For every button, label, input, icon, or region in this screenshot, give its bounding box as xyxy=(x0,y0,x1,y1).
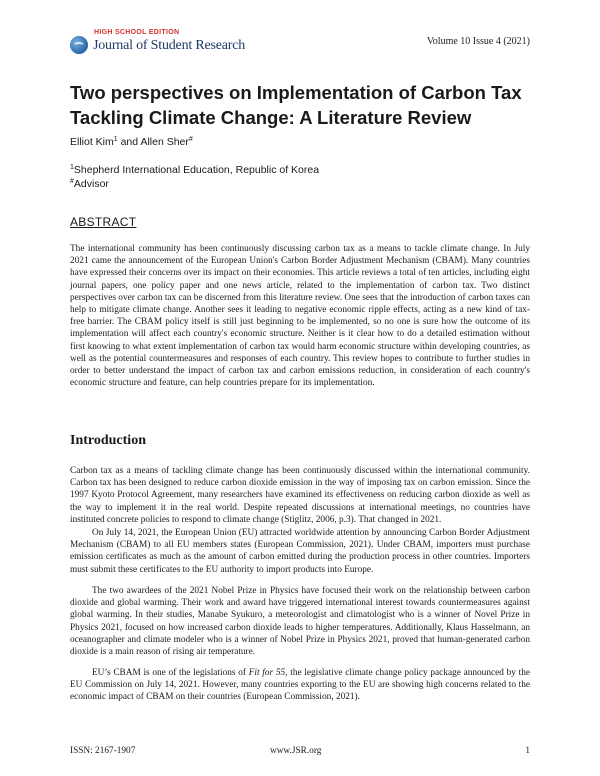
affiliation-mark: # xyxy=(70,178,74,185)
globe-icon xyxy=(70,36,88,54)
journal-logo xyxy=(70,28,270,58)
paper-title: Two perspectives on Implementation of Carbon Tax Tackling Climate Change: A Literature Review xyxy=(70,82,522,128)
affiliation-text: Advisor xyxy=(73,178,109,190)
abstract-body: The international community has been continuously discussing carbon tax as a means to tackle climate change. In July 2021 came the announcement of the European Union's Carbon Border Adjustment Mechanism (CBAM). Many countries have expressed their concerns over its impact on their economies. This article reviews a total of ten articles, including eight journal papers, one policy paper and one news article, related to the implementation of carbon tax. Two distinct perspectives over carbon tax can be discerned from this literature review. One sees that the introduction of carbon taxes can help to mitigate climate change. Another sees it leading to negative economic ripple effects, acting as a new kind of tax-free barrier. The CBAM policy itself is still just beginning to be implemented, so no one is sure how the outcome of its implementation will affect each country's economic structure. Neither is it clear how to do a detailed estimation without first knowing to what extent implementation of carbon tax would harm economic structure within developing countries, as well as the potential countermeasures and responses of each country. This review hopes to contribute to further studies in order to better understand the impact of carbon tax and carbon emissions reduction, in consideration of each country's economic structure and feature, can help countries prepare for its implementation. xyxy=(70,244,530,389)
section-heading-introduction: Introduction xyxy=(70,433,146,448)
paragraph xyxy=(70,667,530,704)
affiliation xyxy=(70,178,109,190)
paragraph: Carbon tax as a means of tackling climate change has been continuously discussed within the international community. Carbon tax has been designed to reduce carbon dioxide emission in the way of imposing tax on carbon emission. Since the 1997 Kyoto Protocol Agreement, many researchers have examined its effectiveness on reducing carbon dioxide as well as the way to implement it in the real world. Despite repeated discussions at international meetings, no countries have instituted concrete policies to respond to climate change (Stiglitz, 2006, p.3). That changed in 2021. xyxy=(70,466,530,525)
website: www.JSR.org xyxy=(270,746,322,756)
author-name: Elliot Kim xyxy=(70,136,114,148)
abstract-heading: ABSTRACT xyxy=(70,215,137,229)
affiliation-mark: 1 xyxy=(70,164,74,171)
edition-label: HIGH SCHOOL EDITION xyxy=(94,29,180,36)
author-name: Allen Sher xyxy=(140,136,189,148)
paragraph: The two awardees of the 2021 Nobel Prize in Physics have focused their work on the relationship between carbon dioxide and global warming. Their work and award have triggered international interest towards countermeasures against global warming. In their studies, Manabe Syukuro, a meteorologist and climatologist who is a winner of Novel Prize in Physics 2021, focused on how increased carbon dioxide leads to higher temperatures. Additionally, Klaus Hasselmann, an oceanographer and climate modeler who is a winner of Nobel Prize in Physics 2021, proved that human-generated carbon dioxide is a main reason of rising air temperature. xyxy=(70,586,530,658)
author-separator: and xyxy=(117,136,141,148)
author-line xyxy=(70,136,193,148)
paragraph-text: , the legislative climate change policy package announced by the EU Commission on July 14, 2021. However, many countries exporting to the EU are showing high concerns related to the economic impact of CBAM on their countries (European Commission, 2021). xyxy=(70,668,531,703)
affiliation-text: Shepherd International Education, Republic of Korea xyxy=(73,164,320,176)
page-number: 1 xyxy=(525,746,530,756)
paragraph-text: EU’s CBAM is one of the legislations of xyxy=(92,668,249,678)
volume-issue: Volume 10 Issue 4 (2021) xyxy=(426,36,530,47)
journal-name: Journal of Student Research xyxy=(93,38,246,53)
affiliation xyxy=(70,164,319,176)
issn: ISSN: 2167-1907 xyxy=(70,746,136,756)
paragraph: On July 14, 2021, the European Union (EU) attracted worldwide attention by announcing Carbon Border Adjustment Mechanism (CBAM) to all EU members states (European Commission, 2021). Under CBAM, importers must purchase emission certificates as much as the amount of carbon emitted during the production process in other countries. Importers must submit these certificates to the EU authority to import products into Europe. xyxy=(70,528,530,575)
policy-name: Fit for 55 xyxy=(248,668,286,678)
author-affiliation-mark: 1 xyxy=(113,136,118,143)
author-affiliation-mark: # xyxy=(188,136,193,143)
